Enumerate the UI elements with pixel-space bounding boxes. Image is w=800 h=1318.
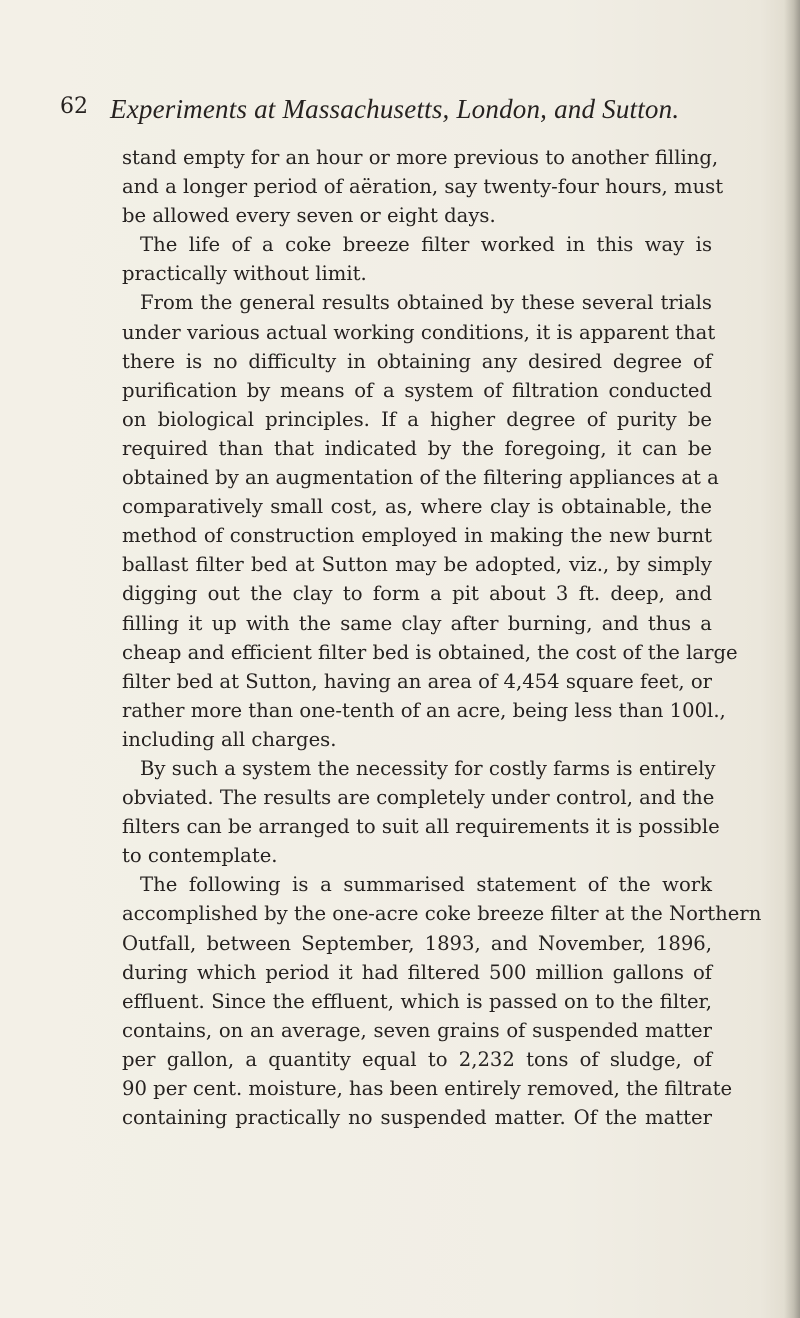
text-line: 90 per cent. moisture, has been entirely removed, the filtrate	[122, 1077, 733, 1100]
text-line: The following is a summarised statement of the work	[140, 873, 712, 897]
text-line: practically without limit.	[122, 262, 367, 286]
text-line: during which period it had filtered 500 million gallons of	[122, 960, 712, 984]
text-line: to contemplate.	[122, 844, 278, 868]
text-line: rather more than one-tenth of an acre, being less than 100l.,	[122, 698, 726, 722]
text-line: under various actual working conditions, it is apparent that	[122, 320, 716, 344]
page-number: 62	[60, 94, 88, 119]
text-line: filters can be arranged to suit all requirements it is possible	[122, 815, 720, 839]
page-header	[60, 94, 760, 134]
text-line: Outfall, between September, 1893, and November, 1896,	[122, 931, 712, 955]
body-text	[122, 143, 782, 1132]
text-line: and a longer period of aëration, say twenty-four hours, must	[122, 175, 724, 199]
text-line: per gallon, a quantity equal to 2,232 tons of sludge, of	[122, 1047, 712, 1071]
text-line: ballast filter bed at Sutton may be adopted, viz., by simply	[122, 553, 712, 577]
text-line: accomplished by the one-acre coke breeze filter at the Northern	[122, 902, 762, 926]
text-line: By such a system the necessity for costly farms is entirely	[140, 756, 716, 780]
text-line: method of construction employed in making the new burnt	[122, 524, 712, 548]
text-line: required than that indicated by the foregoing, it can be	[122, 436, 712, 460]
text-line: From the general results obtained by these several trials	[140, 291, 712, 315]
text-line: digging out the clay to form a pit about 3 ft. deep, and	[122, 582, 712, 606]
text-line: including all charges.	[122, 727, 337, 751]
text-line: containing practically no suspended matter. Of the matter	[122, 1106, 712, 1130]
text-line: The life of a coke breeze filter worked in this way is	[140, 233, 712, 257]
page-edge-shadow	[784, 0, 800, 1318]
text-line: on biological principles. If a higher degree of purity be	[122, 407, 712, 431]
text-line: filter bed at Sutton, having an area of 4,454 square feet, or	[122, 669, 712, 693]
text-line: stand empty for an hour or more previous to another filling,	[122, 146, 719, 169]
text-line: purification by means of a system of filtration conducted	[122, 378, 712, 402]
text-line: obviated. The results are completely under control, and the	[122, 786, 715, 810]
text-line: filling it up with the same clay after burning, and thus a	[122, 611, 712, 635]
running-title: Experiments at Massachusetts, London, and Sutton.	[110, 94, 680, 124]
text-line: comparatively small cost, as, where clay is obtainable, the	[122, 495, 712, 519]
text-line: obtained by an augmentation of the filtering appliances at a	[122, 466, 719, 490]
text-line: effluent. Since the effluent, which is passed on to the filter,	[122, 989, 712, 1013]
text-line: there is no difficulty in obtaining any desired degree of	[122, 349, 712, 373]
text-line: be allowed every seven or eight days.	[122, 204, 496, 228]
text-line: contains, on an average, seven grains of suspended matter	[122, 1018, 712, 1042]
text-line: cheap and efficient filter bed is obtained, the cost of the large	[122, 640, 738, 664]
